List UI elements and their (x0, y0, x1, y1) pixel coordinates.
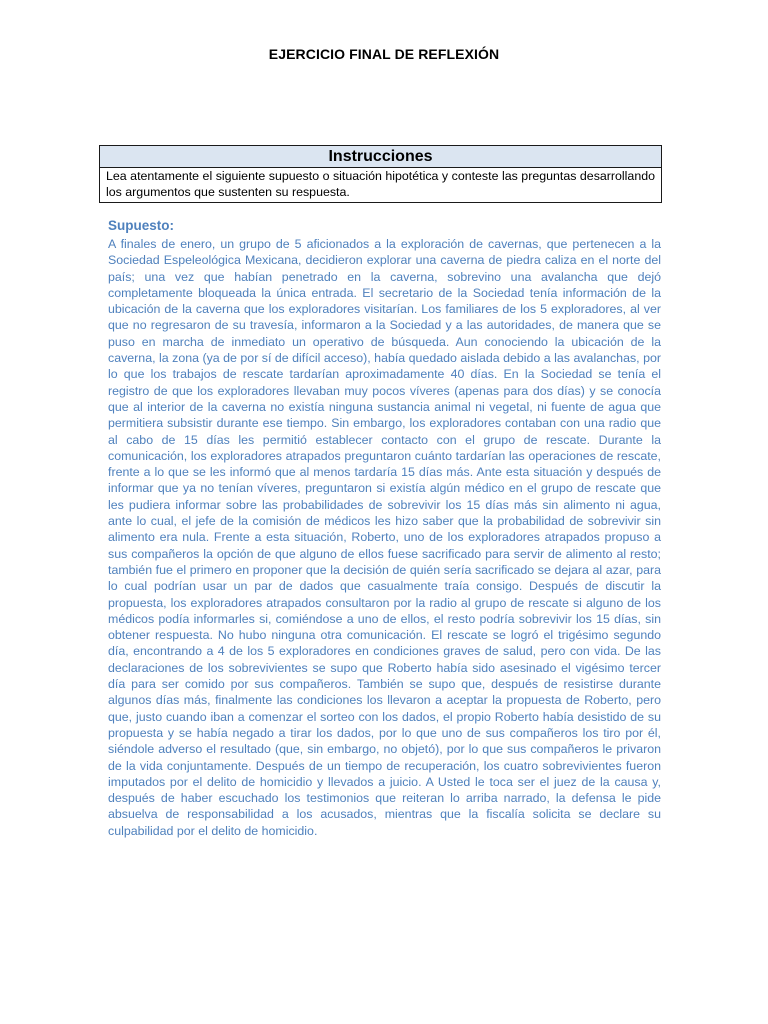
instructions-heading: Instrucciones (100, 146, 661, 168)
document-title: EJERCICIO FINAL DE REFLEXIÓN (268, 46, 500, 62)
instructions-text: Lea atentamente el siguiente supuesto o situación hipotética y conteste las preguntas desarrollando los argumentos que sustenten su respuesta. (106, 169, 655, 199)
supuesto-text: A finales de enero, un grupo de 5 aficionados a la exploración de cavernas, que pertenecen a la Sociedad Espeleológica Mexicana, decidieron explorar una caverna de piedra caliza en el norte del país; una vez que habían penetrado en la caverna, sobrevino una avalancha que dejó completamente bloqueada la única entrada. El secretario de la Sociedad tenía información de la ubicación de la caverna que los exploradores visitarían. Los familiares de los 5 exploradores, al ver que no regresaron de su travesía, informaron a la Sociedad y a las autoridades, de manera que se puso en marcha de inmediato un operativo de búsqueda. Aun conociendo la ubicación de la caverna, la zona (ya de por sí de difícil acceso), había quedado aislada debido a las avalanchas, por lo que los trabajos de rescate tardarían aproximadamente 40 días. En la Sociedad se tenía el registro de que los exploradores llevaban muy pocos víveres (apenas para dos días) y se conocía que al interior de la caverna no existía ninguna sustancia animal ni vegetal, ni fuente de agua que permitiera subsistir durante ese tiempo. Sin embargo, los exploradores contaban con una radio que al cabo de 15 días les permitió establecer contacto con el grupo de rescate. Durante la comunicación, los exploradores atrapados preguntaron cuánto tardarían las operaciones de rescate, frente a lo que se les informó que al menos tardaría 15 días más. Ante esta situación y después de informar que ya no tenían víveres, preguntaron si existía algún médico en el grupo de rescate que les pudiera informar sobre las probabilidades de sobrevivir los 15 días más sin alimento ni agua, ante lo cual, el jefe de la comisión de médicos les hizo saber que la probabilidad de sobrevivir sin alimento era nula. Frente a esta situación, Roberto, uno de los exploradores atrapados propuso a sus compañeros la opción de que alguno de ellos fuese sacrificado para servir de alimento al resto; también fue el primero en proponer que la decisión de quién sería sacrificado se dejara al azar, para lo cual podrían usar un par de dados que casualmente traía consigo. Después de discutir la propuesta, los exploradores atrapados consultaron por la radio al grupo de rescate si alguno de los médicos podía informarles si, comiéndose a uno de ellos, el resto podría sobrevivir los 15 días, sin obtener respuesta. No hubo ninguna otra comunicación. El rescate se logró el trigésimo segundo día, encontrando a 4 de los 5 exploradores en condiciones graves de salud, pero con vida. De las declaraciones de los sobrevivientes se supo que Roberto había sido asesinado el vigésimo tercer día para ser comido por sus compañeros. También se supo que, después de resistirse durante algunos días más, finalmente las condiciones los llevaron a aceptar la propuesta de Roberto, pero que, justo cuando iban a comenzar el sorteo con los dados, el propio Roberto había desistido de su propuesta y se había negado a tirar los dados, por lo que uno de sus compañeros los tiro por él, siéndole adverso el resultado (que, sin embargo, no objetó), por lo que sus compañeros le privaron de la vida conjuntamente. Después de un tiempo de recuperación, los cuatro sobrevivientes fueron imputados por el delito de homicidio y llevados a juicio. A Usted le toca ser el juez de la causa y, después de haber escuchado los testimonios que reiteran lo arriba narrado, la defensa le pide absuelva de responsabilidad a los acusados, mientras que la fiscalía solicita se declare su culpabilidad por el delito de homicidio. (108, 237, 661, 838)
instructions-box (99, 145, 662, 203)
supuesto-heading: Supuesto: (108, 218, 174, 233)
